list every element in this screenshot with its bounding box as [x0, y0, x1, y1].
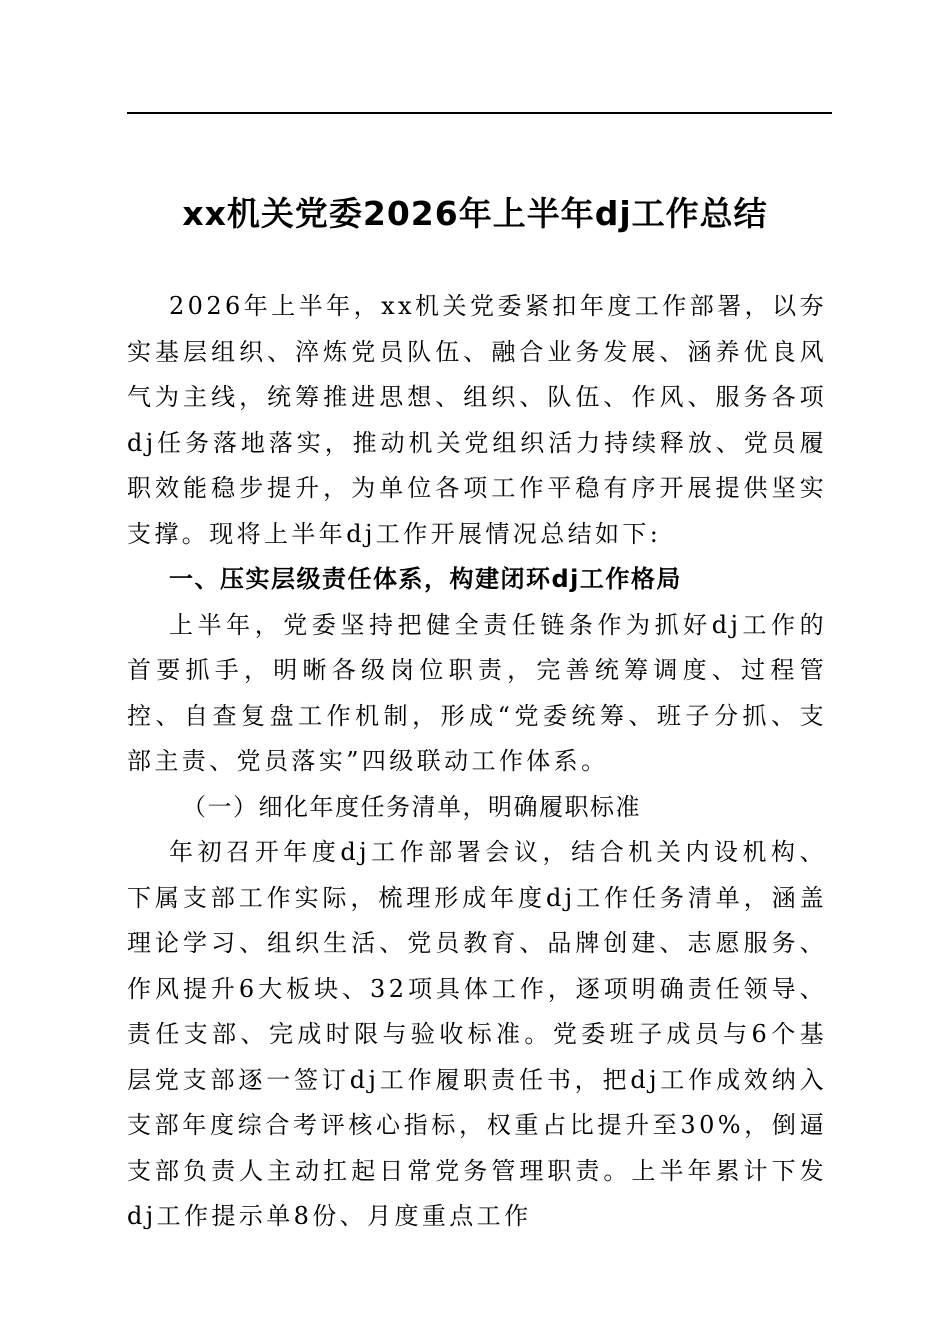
intro-paragraph: 2026年上半年，xx机关党委紧扣年度工作部署，以夯实基层组织、淬炼党员队伍、融合业务发展、涵养优良风气为主线，统筹推进思想、组织、队伍、作风、服务各项dj任务落地落实，推动机关党组织活力持续释放、党员履职效能稳步提升，为单位各项工作平稳有序开展提供坚实支撑。现将上半年dj工作开展情况总结如下: — [127, 292, 827, 548]
subsection-1-heading: （一）细化年度任务清单，明确履职标准 — [182, 792, 641, 821]
document-body — [127, 284, 827, 1240]
subsection-1-paragraph: 年初召开年度dj工作部署会议，结合机关内设机构、下属支部工作实际，梳理形成年度dj工作任务清单，涵盖理论学习、组织生活、党员教育、品牌创建、志愿服务、作风提升6大板块、32项具体工作，逐项明确责任领导、责任支部、完成时限与验收标准。党委班子成员与6个基层党支部逐一签订dj工作履职责任书，把dj工作成效纳入支部年度综合考评核心指标，权重占比提升至30%，倒逼支部负责人主动扛起日常党务管理职责。上半年累计下发dj工作提示单8份、月度重点工作 — [127, 838, 827, 1230]
header-rule — [127, 112, 832, 114]
document-title: xx机关党委2026年上半年dj工作总结 — [182, 194, 768, 233]
section-1-heading: 一、压实层级责任体系，构建闭环dj工作格局 — [169, 565, 682, 593]
section-1-paragraph: 上半年，党委坚持把健全责任链条作为抓好dj工作的首要抓手，明晰各级岗位职责，完善统筹调度、过程管控、自查复盘工作机制，形成“党委统筹、班子分抓、支部主责、党员落实”四级联动工作体系。 — [127, 610, 827, 775]
